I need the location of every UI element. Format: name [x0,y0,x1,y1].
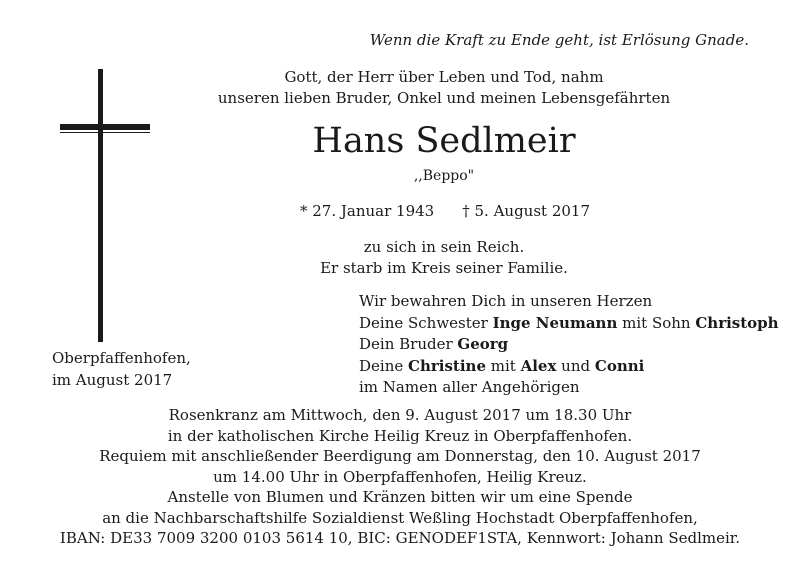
life-dates [300,202,590,220]
date-line: im August 2017 [52,370,173,389]
service-line: Rosenkranz am Mittwoch, den 9. August 2017 um 18.30 Uhr [168,406,632,424]
nickname: ,,Beppo" [413,168,475,184]
mourners-line: Deine Christine mit Alex und Conni [359,356,645,375]
service-line: an die Nachbarschaftshilfe Sozialdienst Weßling Hochstadt Oberpfaffenhofen, [102,508,698,527]
service-line: Anstelle von Blumen und Kränzen bitten wir um eine Spende [167,488,633,506]
mourners-line: im Namen aller Angehörigen [359,378,580,396]
service-details [0,405,800,549]
service-line: Requiem mit anschließender Beerdigung am Donnerstag, den 10. August 2017 [99,447,701,465]
intro-line: unseren lieben Bruder, Onkel und meinen Lebensgefährten [217,89,671,107]
mourners-line: Wir bewahren Dich in unseren Herzen [359,292,653,310]
mourners-list [359,291,779,399]
reich-line: zu sich in sein Reich. [363,238,525,256]
place-line: Oberpfaffenhofen, [52,349,191,367]
intro-text [90,67,798,109]
birth-date: * 27. Januar 1943 [300,202,435,220]
motto-quote: Wenn die Kraft zu Ende geht, ist Erlösung Gnade. [369,31,749,49]
reich-line: Er starb im Kreis seiner Familie. [320,259,568,277]
reich-text [90,237,798,279]
deceased-name: Hans Sedlmeir [312,121,576,161]
service-line: in der katholischen Kirche Heilig Kreuz in Oberpfaffenhofen. [167,426,633,445]
service-line: um 14.00 Uhr in Oberpfaffenhofen, Heilig Kreuz. [213,467,587,486]
intro-line: Gott, der Herr über Leben und Tod, nahm [284,68,604,86]
death-date: † 5. August 2017 [462,202,591,220]
service-line: IBAN: DE33 7009 3200 0103 5614 10, BIC: GENODEF1STA, Kennwort: Johann Sedlmeir. [59,529,741,547]
cross-vertical-bar [98,69,103,342]
place-and-date [52,348,191,391]
mourners-line: Deine Schwester Inge Neumann mit Sohn Christoph [359,313,779,332]
mourners-line: Dein Bruder Georg [359,335,509,353]
